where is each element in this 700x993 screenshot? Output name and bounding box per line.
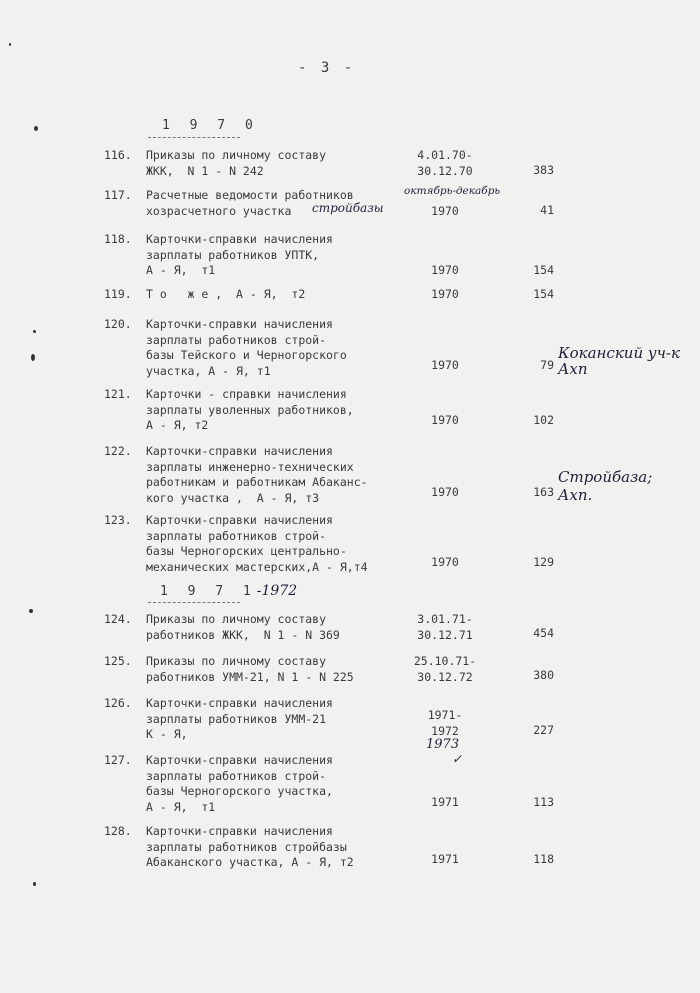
entry-number: 128. (104, 824, 132, 838)
handwritten-year-note: -1972 (256, 583, 298, 599)
entry-sheet-count: 380 (533, 668, 554, 682)
entry-description: Приказы по личному составу ЖКК, N 1 - N 242 (146, 148, 327, 178)
entry-description: Карточки-справки начисления зарплаты работников УПТК, А - Я, т1 (146, 232, 333, 277)
entry-dates: 1970 (431, 358, 459, 372)
entry-sheet-count: 118 (533, 852, 554, 866)
entry-sheet-count: 41 (540, 203, 554, 217)
section-year-1970: 1 9 7 0 (162, 118, 259, 133)
entry-description: Приказы по личному составу работников ЖКК, N 1 - N 369 (146, 612, 340, 642)
entry-description: Карточки-справки начисления зарплаты работников строй- базы Черногорских центрально- механических мастерских,А - Я,т4 (146, 513, 368, 574)
entry-dates: 1970 (431, 203, 459, 218)
entry-description: Карточки-справки начисления зарплаты инженерно-технических работникам и работникам Абаканс- кого участка , А - Я, т3 (146, 444, 368, 505)
scan-speck (33, 882, 36, 886)
section-divider (148, 137, 240, 138)
entry-dates: 1970 (431, 555, 459, 569)
entry-sheet-count: 154 (533, 287, 554, 301)
entry-number: 120. (104, 317, 132, 331)
entry-sheet-count: 154 (533, 263, 554, 277)
entry-description: Карточки-справки начисления зарплаты работников УММ-21 К - Я, (146, 696, 333, 741)
entry-number: 124. (104, 612, 132, 626)
entry-dates: 25.10.71- 30.12.72 (413, 654, 477, 684)
entry-number: 119. (104, 287, 132, 301)
entry-sheet-count: 454 (533, 626, 554, 640)
entry-dates: 1970 (431, 413, 459, 427)
entry-dates: 1970 (431, 485, 459, 499)
scan-speck (9, 43, 11, 46)
entry-dates: 1971 (431, 795, 459, 809)
entry-dates: 1971 (431, 852, 459, 866)
entry-dates: 1971- 1972 (427, 708, 463, 738)
entry-description: Карточки-справки начисления зарплаты работников стройбазы Абаканского участка, А - Я, т2 (146, 824, 354, 869)
entry-number: 121. (104, 387, 132, 401)
entry-dates: 3.01.71- 30.12.71 (417, 612, 473, 642)
handwritten-note: Стройбаза; Ахп. (558, 468, 653, 504)
check-mark: ✓ (452, 752, 463, 766)
entry-dates: 1970 (431, 263, 459, 277)
entry-number: 125. (104, 654, 132, 668)
entry-number: 117. (104, 188, 132, 202)
handwritten-note: октябрь-декабрь (404, 185, 501, 197)
handwritten-note: Коканский уч-к Ахп (558, 344, 680, 378)
scan-speck (31, 354, 35, 361)
section-year-1971 (160, 583, 297, 599)
entry-sheet-count: 227 (533, 723, 554, 737)
entry-dates: 1970 (431, 287, 459, 301)
scan-speck (29, 609, 33, 613)
scan-speck (33, 330, 36, 333)
handwritten-note: стройбазы (312, 201, 384, 215)
entry-dates: 4.01.70- 30.12.70 (417, 148, 473, 178)
entry-description: Расчетные ведомости работников хозрасчетного участка (146, 188, 354, 218)
entry-number: 126. (104, 696, 132, 710)
entry-sheet-count: 102 (533, 413, 554, 427)
section-divider (148, 602, 240, 603)
handwritten-note: 1973 (426, 737, 460, 752)
entry-number: 123. (104, 513, 132, 527)
page-number: - 3 - (298, 60, 356, 76)
entry-sheet-count: 79 (540, 358, 554, 372)
entry-sheet-count: 163 (533, 485, 554, 499)
entry-sheet-count: 113 (533, 795, 554, 809)
scan-speck (34, 126, 38, 131)
entry-sheet-count: 383 (533, 163, 554, 177)
entry-sheet-count: 129 (533, 555, 554, 569)
entry-description: Карточки - справки начисления зарплаты уволенных работников, А - Я, т2 (146, 387, 354, 432)
entry-description: Карточки-справки начисления зарплаты работников строй- базы Черногорского участка, А - Я, т1 (146, 753, 333, 814)
entry-description: Карточки-справки начисления зарплаты работников строй- базы Тейского и Черногорского участка, А - Я, т1 (146, 317, 347, 378)
entry-number: 118. (104, 232, 132, 246)
entry-description: Приказы по личному составу работников УММ-21, N 1 - N 225 (146, 654, 354, 684)
year-printed: 1 9 7 1 (160, 584, 257, 599)
entry-number: 127. (104, 753, 132, 767)
entry-number: 116. (104, 148, 132, 162)
entry-number: 122. (104, 444, 132, 458)
entry-description: Т о ж е , А - Я, т2 (146, 287, 306, 301)
